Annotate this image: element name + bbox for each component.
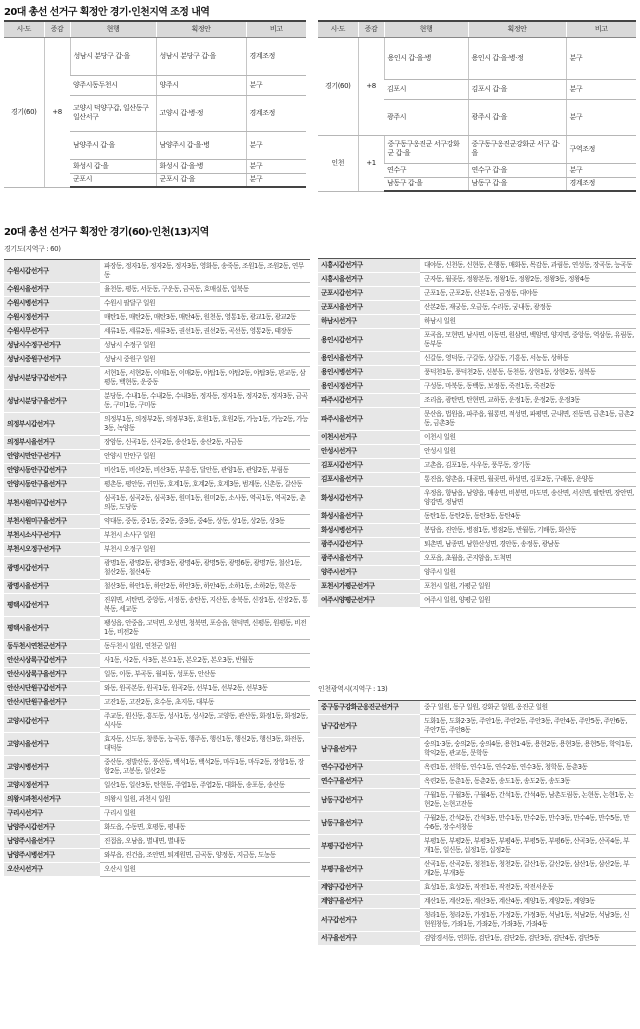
district-dongs: 도화1동, 도화2·3동, 주안1동, 주안2동, 주안3동, 주안4동, 주안5동, 주안6동, 주안7동, 주안8동 <box>420 715 636 738</box>
district-dongs: 진접읍, 오남읍, 별내면, 별내동 <box>100 835 310 849</box>
district-name: 서구을선거구 <box>318 932 420 946</box>
col-change: 증감 <box>358 21 384 37</box>
district-dongs: 문산읍, 법원읍, 파주읍, 월롱면, 적성면, 파평면, 군내면, 진동면, 금촌1동, 금촌2동, 금촌3동 <box>420 408 636 431</box>
note-cell: 분구 <box>246 131 306 159</box>
district-dongs: 구리시 일원 <box>100 807 310 821</box>
district-name: 양주시선거구 <box>318 566 420 580</box>
district-dongs: 수원시 팔달구 일원 <box>100 297 310 311</box>
district-dongs: 신갈동, 영덕동, 구갈동, 상갈동, 기흥동, 서농동, 상하동 <box>420 352 636 366</box>
district-dongs: 효성1동, 효성2동, 작전1동, 작전2동, 작전서운동 <box>420 881 636 895</box>
proposal-cell: 군포시 갑·을 <box>156 173 246 187</box>
district-name: 이천시선거구 <box>318 431 420 445</box>
district-dongs: 안양시 만안구 일원 <box>100 450 310 464</box>
district-row <box>4 682 310 696</box>
district-name: 용인시을선거구 <box>318 352 420 366</box>
region-cell: 경기(60) <box>318 37 358 135</box>
adjustment-table-gyeonggi <box>4 20 306 188</box>
district-name: 군포시갑선거구 <box>318 287 420 301</box>
adjustment-title: 20대 총선 선거구 획정안 경기·인천지역 조정 내역 <box>4 7 210 18</box>
region-cell: 경기(60) <box>4 37 44 187</box>
district-dongs: 구월2동, 간석2동, 간석3동, 만수1동, 만수2동, 만수3동, 만수4동, 만수5동, 만수6동, 장수서창동 <box>420 812 636 835</box>
district-row <box>4 668 310 682</box>
district-dongs: 안성시 일원 <box>420 445 636 459</box>
district-name: 용인시병선거구 <box>318 366 420 380</box>
current-cell: 중구동구옹진군 서구강화군 갑·을 <box>384 135 468 163</box>
district-name: 용인시정선거구 <box>318 380 420 394</box>
col-note: 비고 <box>246 21 306 37</box>
district-dongs: 분당동, 수내1동, 수내2동, 수내3동, 정자동, 정자1동, 정자2동, 정자3동, 금곡동, 구미1동, 구미동 <box>100 390 310 413</box>
district-dongs: 숭의1·3동, 숭의2동, 숭의4동, 용현1·4동, 용현2동, 용현3동, 용현5동, 학익1동, 학익2동, 관교동, 문학동 <box>420 738 636 761</box>
district-dongs: 여주시 일원, 양평군 일원 <box>420 594 636 608</box>
current-cell: 화성시 갑·을 <box>70 159 156 173</box>
district-name: 의정부시을선거구 <box>4 436 100 450</box>
district-name: 남양주시을선거구 <box>4 835 100 849</box>
district-row <box>4 353 310 367</box>
district-name: 남구갑선거구 <box>318 715 420 738</box>
district-row <box>4 297 310 311</box>
district-row <box>318 715 636 738</box>
district-row <box>318 594 636 608</box>
district-dongs: 군자동, 월곶동, 정왕본동, 정왕1동, 정왕2동, 정왕3동, 정왕4동 <box>420 273 636 287</box>
district-row <box>4 515 310 529</box>
proposal-cell: 김포시 갑·을 <box>468 79 566 99</box>
district-name: 수원시무선거구 <box>4 325 100 339</box>
district-row <box>318 394 636 408</box>
district-dongs: 중구 일원, 동구 일원, 강화군 일원, 옹진군 일원 <box>420 701 636 715</box>
district-dongs: 중산동, 정발산동, 풍산동, 백석1동, 백석2동, 마두1동, 마두2동, 장항1동, 장항2동, 고봉동, 일산2동 <box>100 756 310 779</box>
district-dongs: 검암경서동, 연희동, 검단1동, 검단2동, 검단3동, 검단4동, 검단5동 <box>420 932 636 946</box>
district-row <box>318 287 636 301</box>
district-name: 화성시을선거구 <box>318 510 420 524</box>
district-name: 안양시만안구선거구 <box>4 450 100 464</box>
district-name: 김포시갑선거구 <box>318 459 420 473</box>
district-row <box>4 756 310 779</box>
district-name: 안산시상록구갑선거구 <box>4 654 100 668</box>
district-name: 안산시단원구을선거구 <box>4 696 100 710</box>
district-row <box>318 580 636 594</box>
table-row <box>318 135 636 163</box>
district-row <box>318 259 636 273</box>
district-row <box>4 835 310 849</box>
proposal-cell: 중구동구옹진군강화군 서구 갑·을 <box>468 135 566 163</box>
district-dongs: 약대동, 중동, 중1동, 중2동, 중3동, 중4동, 상동, 상1동, 상2동, 상3동 <box>100 515 310 529</box>
district-name: 시흥시갑선거구 <box>318 259 420 273</box>
district-name: 용인시갑선거구 <box>318 329 420 352</box>
change-cell: +1 <box>358 135 384 191</box>
district-dongs: 장암동, 신곡1동, 신곡2동, 송산1동, 송산2동, 자금동 <box>100 436 310 450</box>
district-name: 연수구을선거구 <box>318 775 420 789</box>
district-dongs: 옥련2동, 동춘1동, 동춘2동, 송도1동, 송도2동, 송도3동 <box>420 775 636 789</box>
district-row <box>318 552 636 566</box>
district-name: 서구갑선거구 <box>318 909 420 932</box>
district-name: 안양시동안구갑선거구 <box>4 464 100 478</box>
district-row <box>318 775 636 789</box>
district-row <box>318 566 636 580</box>
district-dongs: 사1동, 사2동, 사3동, 본오1동, 본오2동, 본오3동, 반월동 <box>100 654 310 668</box>
district-row <box>4 311 310 325</box>
district-dongs: 계산1동, 계산2동, 계산3동, 계산4동, 계양1동, 계양2동, 계양3동 <box>420 895 636 909</box>
district-dongs: 율천동, 평동, 서둔동, 구운동, 금곡동, 호매실동, 입북동 <box>100 283 310 297</box>
district-name: 부평구갑선거구 <box>318 835 420 858</box>
district-name: 남양주시갑선거구 <box>4 821 100 835</box>
district-row <box>4 529 310 543</box>
district-dongs: 일산1동, 일산3동, 탄현동, 주엽1동, 주엽2동, 대화동, 송포동, 송산동 <box>100 779 310 793</box>
district-row <box>4 710 310 733</box>
note-cell: 경계조정 <box>246 95 306 131</box>
district-name: 화성시병선거구 <box>318 524 420 538</box>
district-row <box>4 478 310 492</box>
district-dongs: 비산1동, 비산2동, 비산3동, 부흥동, 달안동, 관양1동, 관양2동, 부림동 <box>100 464 310 478</box>
district-dongs: 철산3동, 하안1동, 하안2동, 하안3동, 하안4동, 소하1동, 소하2동, 학온동 <box>100 580 310 594</box>
district-list-right <box>318 258 636 608</box>
district-row <box>4 821 310 835</box>
adjustment-table-gyeonggi-incheon <box>318 20 636 192</box>
current-cell: 광주시 <box>384 99 468 135</box>
district-dongs: 우정읍, 향남읍, 남양읍, 매송면, 비봉면, 마도면, 송산면, 서신면, 팔탄면, 장안면, 양감면, 정남면 <box>420 487 636 510</box>
district-name: 성남시분당구갑선거구 <box>4 367 100 390</box>
district-name: 성남시수정구선거구 <box>4 339 100 353</box>
district-name: 평택시갑선거구 <box>4 594 100 617</box>
district-name: 고양시정선거구 <box>4 779 100 793</box>
current-cell: 양주시동두천시 <box>70 75 156 95</box>
district-name: 의정부시갑선거구 <box>4 413 100 436</box>
district-name: 고양시을선거구 <box>4 733 100 756</box>
district-name: 군포시을선거구 <box>318 301 420 315</box>
current-cell: 군포시 <box>70 173 156 187</box>
district-dongs: 와부읍, 진건읍, 조안면, 퇴계원면, 금곡동, 양정동, 지금동, 도농동 <box>100 849 310 863</box>
col-current: 현행 <box>70 21 156 37</box>
district-row <box>318 273 636 287</box>
col-change: 증감 <box>44 21 70 37</box>
district-dongs: 이천시 일원 <box>420 431 636 445</box>
col-proposal: 획정안 <box>156 21 246 37</box>
district-row <box>4 325 310 339</box>
district-row <box>4 779 310 793</box>
district-row <box>4 450 310 464</box>
district-row <box>4 260 310 283</box>
district-name: 김포시을선거구 <box>318 473 420 487</box>
district-name: 안양시동안구을선거구 <box>4 478 100 492</box>
district-row <box>4 492 310 515</box>
district-dongs: 주교동, 원신동, 흥도동, 성사1동, 성사2동, 고양동, 관산동, 화정1동, 화정2동, 식사동 <box>100 710 310 733</box>
district-dongs: 동두천시 일원, 연천군 일원 <box>100 640 310 654</box>
district-name: 수원시병선거구 <box>4 297 100 311</box>
proposal-cell: 남양주시 갑·을·병 <box>156 131 246 159</box>
district-dongs: 포천시 일원, 가평군 일원 <box>420 580 636 594</box>
district-row <box>4 640 310 654</box>
district-row <box>318 881 636 895</box>
district-dongs: 하남시 일원 <box>420 315 636 329</box>
incheon-label: 인천광역시(지역구 : 13) <box>318 685 388 693</box>
district-row <box>4 339 310 353</box>
district-name: 남동구갑선거구 <box>318 789 420 812</box>
district-name: 여주시양평군선거구 <box>318 594 420 608</box>
change-cell: +8 <box>44 37 70 187</box>
district-dongs: 동탄1동, 동탄2동, 동탄3동, 동탄4동 <box>420 510 636 524</box>
district-row <box>4 594 310 617</box>
district-name: 계양구갑선거구 <box>318 881 420 895</box>
district-dongs: 퇴촌면, 남종면, 남한산성면, 경안동, 송정동, 광남동 <box>420 538 636 552</box>
note-cell: 분구 <box>566 99 636 135</box>
note-cell: 구역조정 <box>566 135 636 163</box>
district-list-left <box>4 259 310 877</box>
district-row <box>318 366 636 380</box>
district-row <box>318 835 636 858</box>
district-name: 수원시정선거구 <box>4 311 100 325</box>
district-dongs: 화도읍, 수동면, 호평동, 평내동 <box>100 821 310 835</box>
district-dongs: 부천시 소사구 일원 <box>100 529 310 543</box>
header-row <box>4 21 306 37</box>
district-row <box>4 557 310 580</box>
note-cell: 경계조정 <box>246 37 306 75</box>
district-row <box>4 793 310 807</box>
proposal-cell: 화성시 갑·을·병 <box>156 159 246 173</box>
proposal-cell: 양주시 <box>156 75 246 95</box>
district-row <box>4 807 310 821</box>
district-dongs: 산본2동, 재궁동, 오금동, 수리동, 궁내동, 광정동 <box>420 301 636 315</box>
note-cell: 분구 <box>566 37 636 79</box>
proposal-cell: 고양시 갑·병·정 <box>156 95 246 131</box>
district-dongs: 의정부1동, 의정부2동, 의정부3동, 호원1동, 호원2동, 가능1동, 가능2동, 가능3동, 녹양동 <box>100 413 310 436</box>
note-cell: 경계조정 <box>566 177 636 191</box>
gyeonggi-label: 경기도(지역구 : 60) <box>4 245 61 253</box>
district-name: 부평구을선거구 <box>318 858 420 881</box>
district-row <box>4 617 310 640</box>
district-dongs: 와동, 원곡본동, 원곡1동, 원곡2동, 선부1동, 선부2동, 선부3동 <box>100 682 310 696</box>
district-row <box>318 380 636 394</box>
district-row <box>4 436 310 450</box>
district-row <box>318 932 636 946</box>
change-cell: +8 <box>358 37 384 135</box>
district-row <box>318 487 636 510</box>
district-dongs: 구성동, 마북동, 동백동, 보정동, 죽전1동, 죽전2동 <box>420 380 636 394</box>
district-dongs: 통진읍, 양촌읍, 대곶면, 월곶면, 하성면, 김포2동, 구래동, 운양동 <box>420 473 636 487</box>
district-row <box>318 895 636 909</box>
district-name: 고양시갑선거구 <box>4 710 100 733</box>
proposal-cell: 성남시 분당구 갑·을 <box>156 37 246 75</box>
district-name: 하남시선거구 <box>318 315 420 329</box>
district-row <box>318 329 636 352</box>
district-dongs: 매탄1동, 매탄2동, 매탄3동, 매탄4동, 원천동, 영통1동, 광교1동, 광교2동 <box>100 311 310 325</box>
district-name: 안성시선거구 <box>318 445 420 459</box>
district-dongs: 서현1동, 서현2동, 이매1동, 이매2동, 야탑1동, 야탑2동, 야탑3동, 판교동, 삼평동, 백현동, 운중동 <box>100 367 310 390</box>
current-cell: 고양시 덕양구갑, 일산동구 일산서구 <box>70 95 156 131</box>
district-dongs: 효자동, 신도동, 창릉동, 능곡동, 행주동, 행신1동, 행신2동, 행신3동, 화전동, 대덕동 <box>100 733 310 756</box>
district-dongs: 옥련1동, 선학동, 연수1동, 연수2동, 연수3동, 청학동, 동춘3동 <box>420 761 636 775</box>
district-row <box>4 543 310 557</box>
district-name: 오산시선거구 <box>4 863 100 877</box>
district-dongs: 오포읍, 초월읍, 곤지암읍, 도척면 <box>420 552 636 566</box>
note-cell: 분구 <box>246 75 306 95</box>
current-cell: 남양주시 갑·을 <box>70 131 156 159</box>
current-cell: 성남시 분당구 갑·을 <box>70 37 156 75</box>
district-name: 평택시을선거구 <box>4 617 100 640</box>
district-row <box>4 696 310 710</box>
district-dongs: 봉담읍, 진안동, 병점1동, 병점2동, 반월동, 기배동, 화산동 <box>420 524 636 538</box>
note-cell: 분구 <box>566 163 636 177</box>
district-row <box>4 849 310 863</box>
col-region: 시·도 <box>4 21 44 37</box>
district-name: 광명시갑선거구 <box>4 557 100 580</box>
district-row <box>318 524 636 538</box>
current-cell: 용인시 갑·을·병 <box>384 37 468 79</box>
district-row <box>4 464 310 478</box>
district-row <box>4 283 310 297</box>
current-cell: 김포시 <box>384 79 468 99</box>
header-row <box>318 21 636 37</box>
proposal-cell: 남동구 갑·을 <box>468 177 566 191</box>
col-note: 비고 <box>566 21 636 37</box>
district-name: 남양주시병선거구 <box>4 849 100 863</box>
district-dongs: 성남시 수정구 일원 <box>100 339 310 353</box>
district-name: 광명시을선거구 <box>4 580 100 594</box>
district-name: 부천시원미구을선거구 <box>4 515 100 529</box>
district-name: 안산시상록구을선거구 <box>4 668 100 682</box>
proposal-cell: 연수구 갑·을 <box>468 163 566 177</box>
district-name: 동두천시연천군선거구 <box>4 640 100 654</box>
district-name: 남구을선거구 <box>318 738 420 761</box>
region-cell: 인천 <box>318 135 358 191</box>
proposal-cell: 용인시 갑·을·병·정 <box>468 37 566 79</box>
district-row <box>318 812 636 835</box>
district-dongs: 포곡읍, 모현면, 남사면, 이동면, 원삼면, 백암면, 양지면, 중앙동, 역삼동, 유림동, 동부동 <box>420 329 636 352</box>
district-name: 수원시갑선거구 <box>4 260 100 283</box>
district-row <box>318 858 636 881</box>
district-dongs: 팽성읍, 안중읍, 고덕면, 오성면, 청북면, 포승읍, 현덕면, 신평동, 원평동, 비전1동, 비전2동 <box>100 617 310 640</box>
current-cell: 연수구 <box>384 163 468 177</box>
district-row <box>4 367 310 390</box>
district-name: 성남시중원구선거구 <box>4 353 100 367</box>
district-dongs: 청라1동, 청라2동, 가정1동, 가정2동, 가정3동, 석남1동, 석남2동, 석남3동, 신현원창동, 가좌1동, 가좌2동, 가좌3동, 가좌4동 <box>420 909 636 932</box>
district-row <box>318 761 636 775</box>
district-name: 계양구을선거구 <box>318 895 420 909</box>
district-row <box>4 580 310 594</box>
district-name: 파주시갑선거구 <box>318 394 420 408</box>
district-row <box>318 352 636 366</box>
district-dongs: 일동, 이동, 부곡동, 월피동, 성포동, 안산동 <box>100 668 310 682</box>
district-row <box>318 909 636 932</box>
district-row <box>318 789 636 812</box>
district-row <box>318 445 636 459</box>
district-row <box>318 701 636 715</box>
district-dongs: 광명1동, 광명2동, 광명3동, 광명4동, 광명5동, 광명6동, 광명7동, 철산1동, 철산2동, 철산4동 <box>100 557 310 580</box>
district-name: 시흥시을선거구 <box>318 273 420 287</box>
district-name: 포천시가평군선거구 <box>318 580 420 594</box>
district-dongs: 부천시 오정구 일원 <box>100 543 310 557</box>
district-name: 수원시을선거구 <box>4 283 100 297</box>
col-region: 시·도 <box>318 21 358 37</box>
district-dongs: 오산시 일원 <box>100 863 310 877</box>
district-row <box>318 301 636 315</box>
district-dongs: 파장동, 정자1동, 정자2동, 정자3동, 영화동, 송죽동, 조원1동, 조원2동, 연무동 <box>100 260 310 283</box>
district-dongs: 대야동, 신천동, 신현동, 은행동, 매화동, 목감동, 과림동, 연성동, 장곡동, 능곡동 <box>420 259 636 273</box>
district-row <box>318 459 636 473</box>
district-row <box>318 473 636 487</box>
district-row <box>318 510 636 524</box>
district-row <box>4 733 310 756</box>
district-name: 연수구갑선거구 <box>318 761 420 775</box>
district-name: 광주시갑선거구 <box>318 538 420 552</box>
district-row <box>4 863 310 877</box>
current-cell: 남동구 갑·을 <box>384 177 468 191</box>
district-dongs: 군포1동, 군포2동, 산본1동, 금정동, 대야동 <box>420 287 636 301</box>
table-row <box>318 37 636 79</box>
district-row <box>4 654 310 668</box>
district-dongs: 의왕시 일원, 과천시 일원 <box>100 793 310 807</box>
district-dongs: 구월1동, 구월3동, 구월4동, 간석1동, 간석4동, 남촌도림동, 논현동, 논현1동, 논현2동, 논현고잔동 <box>420 789 636 812</box>
district-dongs: 산곡1동, 산곡2동, 청천1동, 청천2동, 갈산1동, 갈산2동, 삼산1동, 삼산2동, 부개2동, 부개3동 <box>420 858 636 881</box>
district-dongs: 심곡1동, 심곡2동, 심곡3동, 원미1동, 원미2동, 소사동, 역곡1동, 역곡2동, 춘의동, 도당동 <box>100 492 310 515</box>
note-cell: 분구 <box>246 173 306 187</box>
district-name: 구리시선거구 <box>4 807 100 821</box>
district-row <box>318 408 636 431</box>
districts-title: 20대 총선 선거구 획정안 경기(60)·인천(13)지역 <box>4 227 209 238</box>
district-name: 파주시을선거구 <box>318 408 420 431</box>
district-list-incheon <box>318 700 636 946</box>
district-name: 남동구을선거구 <box>318 812 420 835</box>
district-row <box>318 431 636 445</box>
district-name: 부천시소사구선거구 <box>4 529 100 543</box>
district-row <box>318 738 636 761</box>
district-name: 의왕시과천시선거구 <box>4 793 100 807</box>
col-current: 현행 <box>384 21 468 37</box>
note-cell: 분구 <box>566 79 636 99</box>
district-row <box>4 390 310 413</box>
district-name: 부천시오정구선거구 <box>4 543 100 557</box>
district-name: 부천시원미구갑선거구 <box>4 492 100 515</box>
district-dongs: 고촌읍, 김포1동, 사우동, 풍무동, 장기동 <box>420 459 636 473</box>
district-name: 중구동구강화군옹진군선거구 <box>318 701 420 715</box>
district-dongs: 진위면, 서탄면, 중앙동, 서정동, 송탄동, 지산동, 송북동, 신장1동, 신장2동, 통복동, 세교동 <box>100 594 310 617</box>
district-dongs: 조리읍, 광탄면, 탄현면, 교하동, 운정1동, 운정2동, 운정3동 <box>420 394 636 408</box>
district-dongs: 부평1동, 부평2동, 부평3동, 부평4동, 부평5동, 부평6동, 산곡3동, 산곡4동, 부개1동, 일신동, 십정1동, 십정2동 <box>420 835 636 858</box>
district-name: 광주시을선거구 <box>318 552 420 566</box>
district-row <box>318 538 636 552</box>
district-row <box>4 413 310 436</box>
district-dongs: 평촌동, 평안동, 귀인동, 호계1동, 호계2동, 호계3동, 범계동, 신촌동, 갈산동 <box>100 478 310 492</box>
district-name: 화성시갑선거구 <box>318 487 420 510</box>
district-dongs: 풍덕천1동, 풍덕천2동, 신봉동, 동천동, 상현1동, 상현2동, 성복동 <box>420 366 636 380</box>
district-dongs: 양주시 일원 <box>420 566 636 580</box>
proposal-cell: 광주시 갑·을 <box>468 99 566 135</box>
table-row <box>4 37 306 75</box>
district-row <box>318 315 636 329</box>
district-dongs: 세류1동, 세류2동, 세류3동, 권선1동, 권선2동, 곡선동, 영통2동, 태장동 <box>100 325 310 339</box>
col-proposal: 획정안 <box>468 21 566 37</box>
district-dongs: 성남시 중원구 일원 <box>100 353 310 367</box>
district-dongs: 고잔1동, 고잔2동, 호수동, 초지동, 대부동 <box>100 696 310 710</box>
note-cell: 분구 <box>246 159 306 173</box>
district-name: 안산시단원구갑선거구 <box>4 682 100 696</box>
district-name: 고양시병선거구 <box>4 756 100 779</box>
district-name: 성남시분당구을선거구 <box>4 390 100 413</box>
